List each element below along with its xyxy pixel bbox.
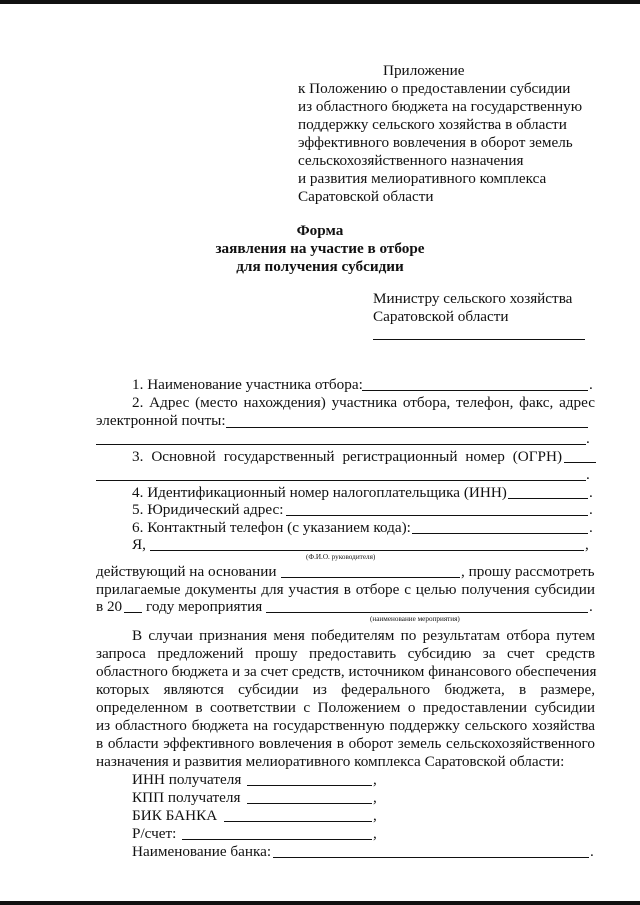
addressee-line: Министру сельского хозяйства [373,290,573,307]
field-inn-label: 4. Идентификационный номер налогоплательщика (ИНН) [132,484,507,501]
appendix-line: к Положению о предоставлении субсидии [298,80,571,97]
field-ogrn-label: 3. Основной государственный регистрационный номер (ОГРН) [132,448,562,465]
field-legal-address-label: 5. Юридический адрес: [132,501,284,518]
address-line-1[interactable] [226,427,588,428]
head-name-line[interactable] [150,550,584,551]
bank-account-label: Р/счет: [132,825,177,842]
paragraph-line: запроса предложений прошу предоставить субсидию за счет средств [96,645,595,662]
punct-dot: . [589,501,593,518]
punct-dot: . [586,466,590,483]
bank-name-line[interactable] [273,857,589,858]
acting-basis-label: действующий на основании [96,563,277,580]
paragraph-line: определенном в соответствии с Положением о предоставлении субсидии [96,699,595,716]
field-email-label: электронной почты: [96,412,226,429]
bank-kpp-line[interactable] [247,803,372,804]
paragraph-line: которых являются субсидии из федерального бюджета, в размере, [96,681,595,698]
paragraph-line: в области эффективного вовлечения в оборот земель сельскохозяйственного [96,735,595,752]
basis-line[interactable] [281,577,460,578]
paragraph-line: В случаи признания меня победителям по результатам отбора путем [132,627,595,644]
appendix-title: Приложение [383,62,465,79]
bank-account-line[interactable] [182,839,372,840]
docs-line: прилагаемые документы для участия в отборе с целью получения субсидии [96,581,595,598]
year-prefix: в 20 [96,598,123,615]
form-subtitle: для получения субсидии [236,258,404,275]
punct-dot: . [589,484,593,501]
page-top-border [0,0,640,4]
participant-name-line[interactable] [362,390,588,391]
phone-line[interactable] [412,533,588,534]
punct-dot: . [590,843,594,860]
field-participant-name-label: 1. Наименование участника отбора: [132,376,363,393]
punct-dot: . [589,376,593,393]
punct-dot: . [589,598,593,615]
ogrn-line-1[interactable] [564,462,596,463]
bank-name-label: Наименование банка: [132,843,272,860]
bank-bik-label: БИК БАНКА [132,807,218,824]
paragraph-line: назначения и развития мелиоративного комплекса Саратовской области: [96,753,565,770]
inn-line[interactable] [508,498,588,499]
appendix-line: Саратовской области [298,188,434,205]
appendix-line: и развития мелиоративного комплекса [298,170,547,187]
appendix-line: эффективного вовлечения в оборот земель [298,134,573,151]
appendix-line: из областного бюджета на государственную [298,98,583,115]
paragraph-line: из областного бюджета на государственную поддержку сельского хозяйства [96,717,595,734]
bank-inn-label: ИНН получателя [132,771,242,788]
appendix-line: поддержку сельского хозяйства в области [298,116,567,133]
request-label: , прошу рассмотреть [461,563,595,580]
field-address-label: 2. Адрес (место нахождения) участника отбора, телефон, факс, адрес [132,394,595,411]
addressee-line: Саратовской области [373,308,509,325]
addressee-name-line[interactable] [373,339,585,340]
event-line[interactable] [266,612,588,613]
legal-address-line[interactable] [286,515,588,516]
punct-comma: , [373,771,377,788]
appendix-line: сельскохозяйственного назначения [298,152,524,169]
punct-dot: . [589,519,593,536]
bank-kpp-label: КПП получателя [132,789,241,806]
field-phone-label: 6. Контактный телефон (с указанием кода): [132,519,411,536]
page-bottom-border [0,901,640,905]
punct-comma: , [373,825,377,842]
bank-inn-line[interactable] [247,785,372,786]
ya-label: Я, [132,536,146,553]
punct-comma: , [373,789,377,806]
event-hint: (наименование мероприятия) [370,615,460,623]
address-line-2[interactable] [96,444,586,445]
fio-hint: (Ф.И.О. руководителя) [306,553,376,561]
year-line[interactable] [124,612,142,613]
punct-dot: . [586,430,590,447]
punct-comma: , [373,807,377,824]
paragraph-line: областного бюджета и за счет средств, источником финансового обеспечения [96,663,597,680]
bank-bik-line[interactable] [224,821,372,822]
ogrn-line-2[interactable] [96,480,586,481]
form-subtitle: заявления на участие в отборе [215,240,425,257]
punct-comma: , [585,536,589,553]
form-title: Форма [296,222,344,239]
year-suffix: году мероприятия [146,598,263,615]
